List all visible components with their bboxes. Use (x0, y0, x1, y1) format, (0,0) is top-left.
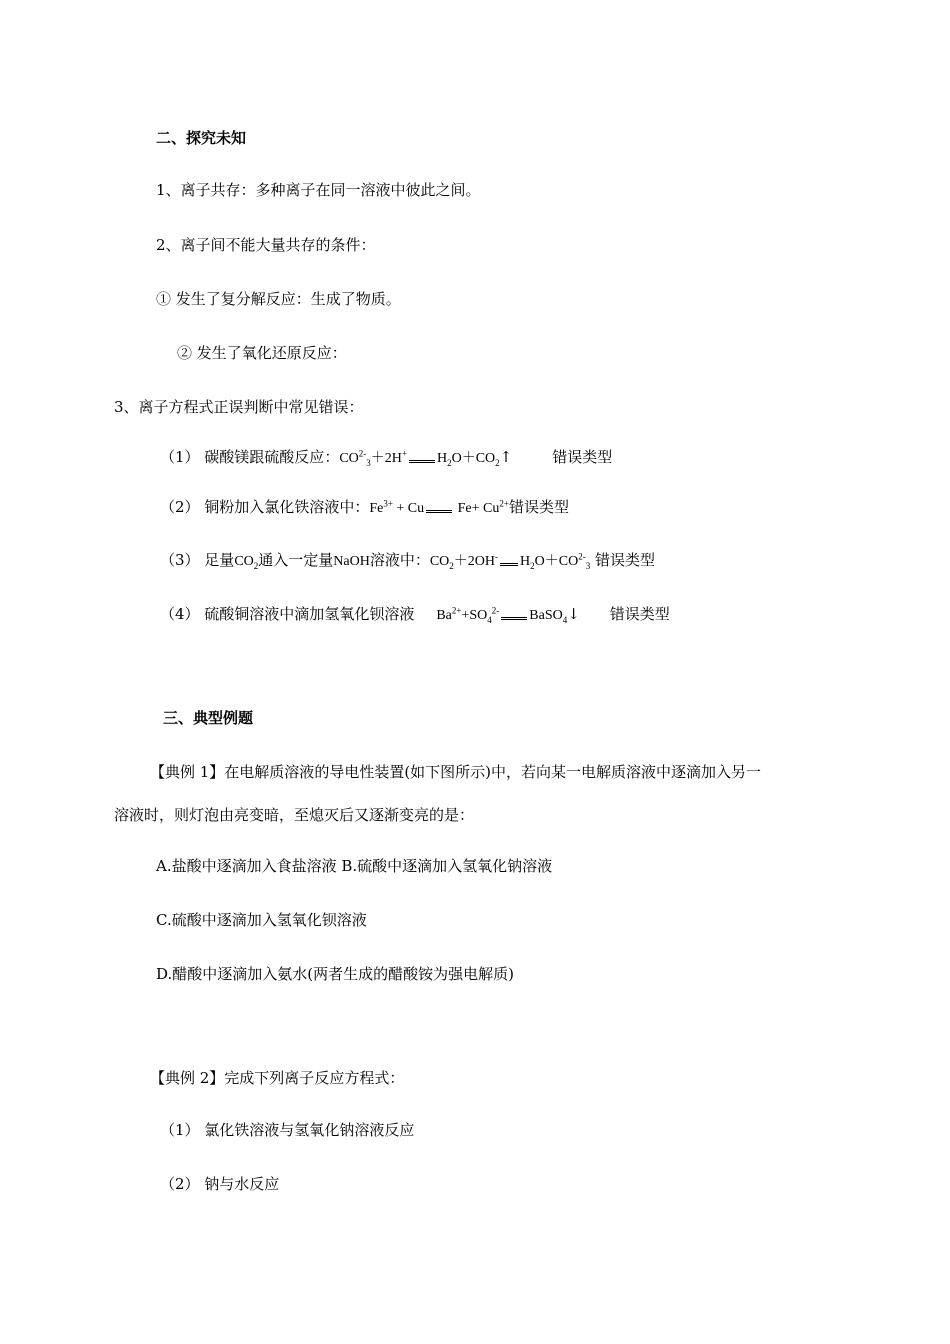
section-title-explore: 二、探究未知 (156, 129, 247, 147)
section-title-examples: 三、典型例题 (163, 709, 254, 727)
equal-sign (501, 611, 527, 620)
gas-arrow: ↑ (499, 448, 513, 466)
equal-sign (409, 454, 435, 463)
error-item-2: （2） 铜粉加入氯化铁溶液中：$Fe^{3+} + Cu$ $Fe+ Cu^{2+}$错误类型 (160, 498, 569, 516)
paragraph-condition-1: ① 发生了复分解反应：生成了物质。 (156, 290, 401, 308)
option-a-b: A.盐酸中逐滴加入食盐溶液 B.硫酸中逐滴加入氢氧化钠溶液 (156, 857, 553, 875)
error-item-3: （3） 足量$CO_2$通入一定量NaOH溶液中：$CO_2+2OH^-$ $H_2O+CO^{2-}_3$ 错误类型 (160, 551, 656, 571)
question-2: （2） 钠与水反应 (160, 1175, 280, 1193)
paragraph-ion-coexist: 1、离子共存：多种离子在同一溶液中彼此之间。 (156, 181, 481, 199)
equal-sign (500, 557, 518, 566)
equal-sign (426, 504, 452, 513)
error-item-1: （1） 碳酸镁跟硫酸反应：$CO^{2-}_3+2H^+$ $H_2O+CO_2↑$ 错误类型 (160, 448, 613, 468)
option-d: D.醋酸中逐滴加入氨水(两者生成的醋酸铵为强电解质) (156, 965, 514, 983)
example-1-line-2: 溶液时，则灯泡由亮变暗，至熄灭后又逐渐变亮的是： (114, 806, 475, 824)
example-1-line-1: 【典例 1】在电解质溶液的导电性装置(如下图所示)中，若向某一电解质溶液中逐滴加入另一 (150, 763, 762, 781)
paragraph-condition-2: ② 发生了氧化还原反应： (177, 344, 347, 362)
option-c: C.硫酸中逐滴加入氢氧化钡溶液 (156, 911, 367, 929)
error-item-4: （4） 硫酸铜溶液中滴加氢氧化钡溶液 $Ba^{2+}+SO_4^{2-}$ BaSO$_4$↓ 错误类型 (160, 605, 670, 625)
precipitate-arrow: ↓ (567, 605, 580, 623)
paragraph-conditions: 2、离子间不能大量共存的条件： (156, 236, 376, 254)
paragraph-common-errors: 3、离子方程式正误判断中常见错误： (114, 398, 364, 416)
question-1: （1） 氯化铁溶液与氢氧化钠溶液反应 (160, 1121, 415, 1139)
example-2-title: 【典例 2】完成下列离子反应方程式： (150, 1069, 405, 1087)
